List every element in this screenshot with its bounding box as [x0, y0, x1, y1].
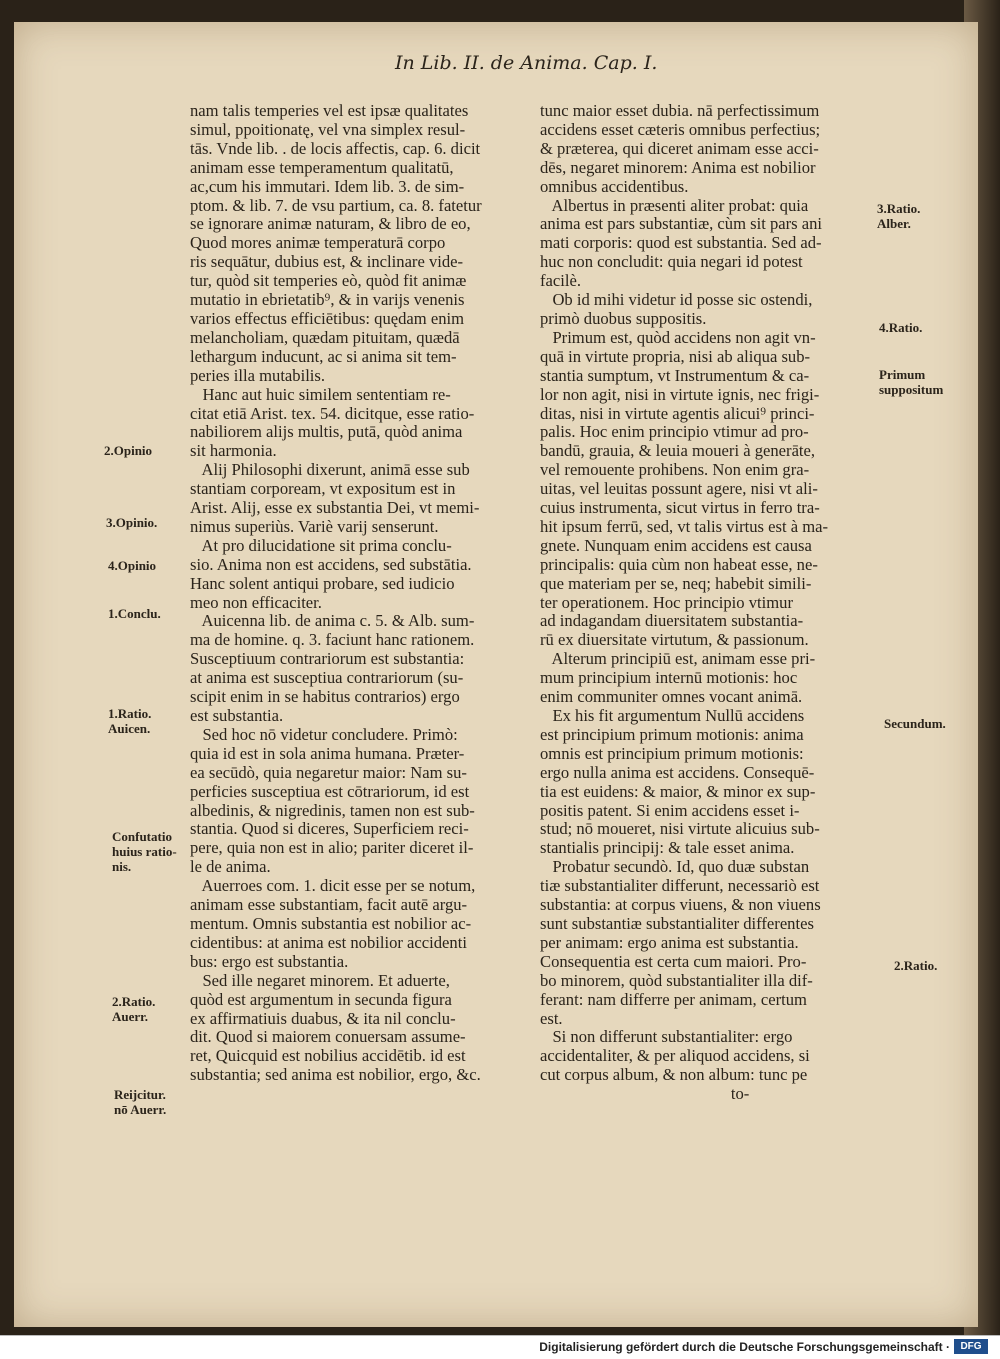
margin-note-ratio-2: 2.Ratio. — [894, 958, 938, 973]
text-line: Primum est, quòd accidens non agit vn- — [540, 327, 816, 347]
text-line: hit ipsum ferrū, sed, vt talis virtus est à ma- — [540, 516, 829, 536]
footer-credit: Digitalisierung gefördert durch die Deutsche Forschungsgemeinschaft · — [539, 1340, 950, 1354]
text-line: ter operationem. Hoc principio vtimur — [540, 592, 793, 612]
text-line: sit harmonia. — [190, 441, 277, 461]
margin-note-secundum: Secundum. — [884, 716, 946, 731]
margin-note-opinio-3: 3.Opinio. — [106, 515, 158, 530]
text-line: At pro dilucidatione sit prima conclu- — [190, 535, 452, 555]
text-line: tur, quòd sit temperies eò, quòd fit animæ — [190, 271, 467, 291]
dfg-logo: DFG — [954, 1339, 988, 1354]
text-line: stantia. Quod si diceres, Superficiem reci- — [190, 819, 469, 839]
text-line: facilè. — [540, 271, 581, 291]
text-line: est principium primum motionis: anima — [540, 724, 804, 744]
text-line: ad indagandam diuersitatem substantia- — [540, 611, 804, 631]
text-line: Arist. Alij, esse ex substantia Dei, vt memi- — [190, 498, 480, 518]
text-line: bus: ergo est substantia. — [190, 951, 349, 971]
text-line: ea secūdò, quia negaretur maior: Nam su- — [190, 762, 467, 782]
text-line: palis. Hoc enim principio vtimur ad pro- — [540, 422, 809, 442]
text-line: quā in virtute propria, nisi ab aliqua sub- — [540, 346, 811, 366]
text-line: Susceptiuum contrariorum est substantia: — [190, 649, 465, 669]
text-line: Alterum principiū est, animam esse pri- — [540, 649, 816, 669]
text-line: per animam: ergo anima est substantia. — [540, 932, 799, 952]
text-line: le de anima. — [190, 857, 271, 877]
text-line: quia id est in sola anima humana. Præter- — [190, 743, 465, 763]
text-line: stantialis principij: & tale esset anima. — [540, 838, 795, 858]
text-line: se ignorare animæ naturam, & libro de eo, — [190, 214, 471, 234]
text-line: Si non differunt substantialiter: ergo — [540, 1027, 793, 1047]
text-line: ex affirmatiuis duabus, & ita nil conclu- — [190, 1008, 456, 1028]
text-line: enim communiter omnes vocant animā. — [540, 687, 803, 707]
text-line: varios effectus efficiētibus: quędam enim — [190, 308, 465, 328]
text-line: tās. Vnde lib. . de locis affectis, cap. 6. dicit — [190, 138, 481, 158]
text-line: mati corporis: quod est substantia. Sed ad- — [540, 233, 822, 253]
text-line: omnis est principium primum motionis: — [540, 743, 804, 763]
text-line: mutatio in ebrietatib⁹, & in varijs venenis — [190, 290, 465, 310]
right-text-column — [540, 102, 890, 1104]
text-line: Auicenna lib. de anima c. 5. & Alb. sum- — [190, 611, 475, 631]
margin-note-reijcitur: Reijcitur. nō Auerr. — [114, 1087, 167, 1117]
text-line: rū ex diuersitate virtutum, & passionum. — [540, 630, 809, 650]
text-line: nam talis temperies vel est ipsæ qualitates — [190, 101, 469, 120]
text-line: substantia; sed anima est nobilior, ergo, &c. — [190, 1065, 481, 1085]
text-line: ac,cum his immutari. Idem lib. 3. de sim- — [190, 176, 465, 196]
text-line: sunt substantiæ substantialiter differentes — [540, 913, 814, 933]
left-text-column — [190, 102, 530, 1085]
text-line: Quod mores animæ temperaturā corpo — [190, 233, 446, 253]
text-line: at anima est susceptiua contrariorum (su- — [190, 668, 464, 688]
text-line: ferant: nam differre per animam, certum — [540, 989, 807, 1009]
text-line: Hanc solent antiqui probare, sed iudicio — [190, 573, 455, 593]
text-line: tia est euidens: & maior, & minor ex sup- — [540, 781, 816, 801]
text-line: citat etiā Arist. tex. 54. dicitque, esse ratio- — [190, 403, 475, 423]
text-line: accidens esset cæteris omnibus perfectius; — [540, 119, 821, 139]
text-line: ditas, nisi in virtute agentis alicui⁹ princi- — [540, 403, 815, 423]
running-header: In Lib. II. de Anima. Cap. I. — [395, 52, 658, 74]
text-line: ma de homine. q. 3. faciunt hanc rationem. — [190, 630, 475, 650]
margin-note-ratio-auerr: 2.Ratio. Auerr. — [112, 994, 156, 1024]
text-line: anima est pars substantiæ, cùm sit pars ani — [540, 214, 823, 234]
text-line: Ex his fit argumentum Nullū accidens — [540, 706, 805, 725]
text-line: pere, quia non est in alio; pariter diceret il- — [190, 838, 474, 858]
text-line: est substantia. — [190, 706, 284, 725]
text-line: cut corpus album, & non album: tunc pe — [540, 1065, 808, 1085]
text-line: meo non efficaciter. — [190, 592, 322, 612]
text-line: Probatur secundò. Id, quo duæ substan — [540, 857, 810, 877]
text-line: Auerroes com. 1. dicit esse per se notum, — [190, 876, 476, 896]
text-line: stud; nō moueret, nisi virtute alicuius sub- — [540, 819, 820, 839]
footer-bar — [0, 1335, 1000, 1359]
text-line: lethargum inducunt, ac si anima sit tem- — [190, 346, 457, 366]
text-line: cuius instrumenta, sicut virtus in ferro tra- — [540, 498, 820, 518]
text-line: & præterea, qui diceret animam esse acci- — [540, 138, 819, 158]
text-line: tiæ substantialiter differunt, necessariò est — [540, 876, 820, 896]
text-line: ris sequātur, dubius est, & inclinare vide- — [190, 252, 464, 272]
text-line: quòd est argumentum in secunda figura — [190, 989, 452, 1009]
text-line: Ob id mihi videtur id posse sic ostendi, — [540, 290, 813, 310]
margin-note-conclusio-1: 1.Conclu. — [108, 606, 161, 621]
text-line: peries illa mutabilis. — [190, 365, 326, 385]
text-line: primò duobus suppositis. — [540, 308, 707, 328]
text-line: positis patent. Si enim accidens esset i- — [540, 800, 800, 820]
text-line: cidentibus: at anima est nobilior accidenti — [190, 932, 467, 952]
text-line: accidentaliter, & per aliquod accidens, si — [540, 1046, 810, 1066]
margin-note-ratio-alber: 3.Ratio. Alber. — [877, 201, 921, 231]
text-line: Consequentia est certa cum maiori. Pro- — [540, 951, 807, 971]
margin-note-primum-suppositum: Primum suppositum — [879, 367, 944, 397]
text-line: huc non concludit: quia negari id potest — [540, 252, 803, 272]
text-line: ptom. & lib. 7. de vsu partium, ca. 8. fatetur — [190, 195, 482, 215]
text-line: scipit enim in se habitus contrarios) ergo — [190, 687, 460, 707]
text-line: dit. Quod si maiorem conuersam assume- — [190, 1027, 466, 1047]
text-line: bo minorem, quòd substantialiter illa dif- — [540, 970, 813, 990]
text-line: omnibus accidentibus. — [540, 176, 689, 196]
text-line: animam esse temperamentum qualitatū, — [190, 157, 454, 177]
text-line: lor non agit, nisi in virtute ignis, nec frigi- — [540, 384, 820, 404]
text-line: bandū, grauia, & leuia moueri à generāte, — [540, 441, 816, 461]
text-line: Hanc aut huic similem sententiam re- — [190, 384, 451, 404]
margin-note-ratio-auicen: 1.Ratio. Auicen. — [108, 706, 152, 736]
text-line: Albertus in præsenti aliter probat: quia — [540, 195, 809, 215]
text-line: Alij Philosophi dixerunt, animā esse sub — [190, 460, 470, 480]
text-line: uitas, vel leuitas possunt agere, nisi vt ali- — [540, 479, 818, 499]
text-line: to- — [540, 1084, 750, 1104]
text-line: est. — [540, 1008, 563, 1028]
margin-note-ratio-4: 4.Ratio. — [879, 320, 923, 335]
text-line: nabiliorem alijs multis, putā, quòd anima — [190, 422, 463, 442]
text-line: substantia: at corpus viuens, & non viuens — [540, 895, 821, 915]
text-line: gnete. Nunquam enim accidens est causa — [540, 535, 812, 555]
margin-note-opinio-2: 2.Opinio — [104, 443, 153, 458]
text-line: stantia sumptum, vt Instrumentum & ca- — [540, 365, 810, 385]
text-line: tunc maior esset dubia. nā perfectissimum — [540, 101, 820, 120]
margin-note-opinio-4: 4.Opinio — [108, 558, 157, 573]
text-line: mentum. Omnis substantia est nobilior ac- — [190, 913, 472, 933]
text-line: nimus superiùs. Variè varij senserunt. — [190, 516, 439, 536]
text-line: Sed ille negaret minorem. Et aduerte, — [190, 970, 450, 990]
text-line: ergo nulla anima est accidens. Consequē- — [540, 762, 815, 782]
text-line: dēs, negaret minorem: Anima est nobilior — [540, 157, 816, 177]
text-line: mum principium internū motionis: hoc — [540, 668, 798, 688]
text-line: melancholiam, quædam pituitam, quædā — [190, 327, 460, 347]
text-line: animam esse substantiam, facit autē argu- — [190, 895, 468, 915]
text-line: albedinis, & nigredinis, tamen non est sub- — [190, 800, 475, 820]
text-line: perficies susceptiua est cōtrariorum, id est — [190, 781, 470, 801]
text-line: principalis: quia cùm non habeat esse, ne- — [540, 554, 818, 574]
text-line: simul, ppoitionatę, vel vna simplex resul- — [190, 119, 466, 139]
text-line: vel remouente prohibens. Non enim gra- — [540, 460, 810, 480]
text-line: sio. Anima non est accidens, sed substātia. — [190, 554, 472, 574]
text-line: ret, Quicquid est nobilius accidētib. id est — [190, 1046, 466, 1066]
text-line: Sed hoc nō videtur concludere. Primò: — [190, 724, 458, 744]
margin-note-confutatio: Confutatio huius ratio- nis. — [112, 829, 177, 874]
text-line: que materiam per se, neq; habebit simili- — [540, 573, 812, 593]
text-line: stantiam corpoream, vt expositum est in — [190, 479, 456, 499]
